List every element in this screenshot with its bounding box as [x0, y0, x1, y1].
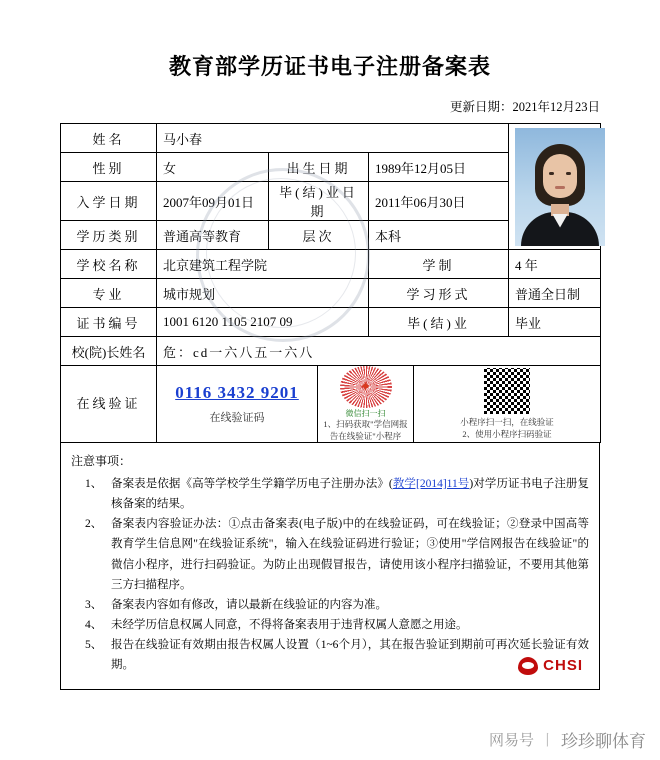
note-text-part: 备案表是依据 — [111, 478, 181, 490]
note-item-2 — [85, 514, 589, 595]
verification-cell — [157, 366, 601, 443]
note-text: 备案表内容验证办法：①点击备案表(电子版)中的在线验证码，可在线验证；②登录中国高等教育学生信息网"在线验证系统"，输入在线验证码进行验证；③使用"学信网报告在线验证"的微信小程序，进行扫码验证。为防止出现假冒报告，请使用该小程序扫描验证，不要用其他第三方扫描程序。 — [111, 518, 589, 591]
verification-code-link[interactable]: 0116 3432 9201 — [175, 383, 299, 402]
page-title: 教育部学历证书电子注册备案表 — [168, 54, 491, 79]
footer-watermark — [489, 727, 646, 752]
verification-code-block — [157, 366, 318, 442]
note-item-5 — [85, 635, 589, 675]
update-date-line — [0, 97, 660, 115]
table-row — [61, 124, 601, 153]
note-text: 报告在线验证有效期由报告权属人设置（1~6个月），其在报告验证到期前可再次延长验证有效期。 — [111, 639, 589, 672]
study-form-label: 学习形式 — [369, 279, 509, 308]
school-value: 北京建筑工程学院 — [157, 250, 369, 279]
note-link[interactable]: 教学[2014]11号 — [392, 478, 470, 490]
avatar — [515, 128, 605, 246]
table-row — [61, 279, 601, 308]
school-label: 学校名称 — [61, 250, 157, 279]
system-value: 4 年 — [509, 250, 601, 279]
note-item-4 — [85, 615, 589, 635]
cert-no-value: 1001 6120 1105 2107 09 — [157, 308, 369, 337]
note-index: 2、 — [85, 518, 103, 531]
verification-code-caption: 在线验证码 — [209, 412, 265, 424]
enroll-label: 入学日期 — [61, 182, 157, 221]
note-text-part: )对学历证书电子注册复核备案的结果。 — [111, 478, 590, 511]
level-value: 本科 — [369, 221, 509, 250]
wechat-qr-icon[interactable]: ✦ — [340, 366, 392, 408]
name-label: 姓名 — [61, 124, 157, 153]
enroll-value: 2007年09月01日 — [157, 182, 269, 221]
note-index: 4、 — [85, 618, 103, 631]
note-item-3 — [85, 595, 589, 615]
watermark-prefix: 网易号 — [488, 733, 534, 749]
update-date-value: 2021年12月23日 — [512, 100, 600, 114]
level-label: 层次 — [269, 221, 369, 250]
gender-value: 女 — [157, 153, 269, 182]
table-row — [61, 250, 601, 279]
miniprogram-note-title: 小程序扫一扫，在线验证 — [460, 417, 554, 428]
info-table-wrapper — [60, 123, 600, 690]
wechat-note: 1、扫码获取"学信网报告在线验证"小程序 — [323, 419, 408, 441]
qr-code-icon[interactable] — [484, 368, 530, 414]
note-item-1 — [85, 474, 589, 514]
wechat-qr-block[interactable] — [318, 366, 414, 442]
table-row-principal — [61, 337, 601, 366]
document-page — [0, 50, 660, 760]
note-text — [111, 474, 589, 514]
info-table — [60, 123, 601, 443]
status-label: 毕(结)业 — [369, 308, 509, 337]
wechat-caption: 微信扫一扫 — [345, 409, 386, 419]
note-index: 5、 — [85, 639, 103, 651]
table-row — [61, 308, 601, 337]
major-value: 城市规划 — [157, 279, 369, 308]
principal-value: 危：cd一六八五一六八 — [157, 337, 601, 366]
edu-type-value: 普通高等教育 — [157, 221, 269, 250]
birth-value: 1989年12月05日 — [369, 153, 509, 182]
status-value: 毕业 — [509, 308, 601, 337]
photo-cell — [509, 124, 601, 250]
miniprogram-note: 2、使用小程序扫码验证 — [462, 428, 552, 439]
edu-type-label: 学历类别 — [61, 221, 157, 250]
miniprogram-qr-block[interactable] — [414, 366, 600, 442]
note-text: 未经学历信息权属人同意，不得将备案表用于违背权属人意愿之用途。 — [111, 618, 468, 631]
table-row-verification — [61, 366, 601, 443]
note-text: 备案表内容如有修改，请以最新在线验证的内容为准。 — [111, 598, 387, 611]
note-index: 3、 — [85, 598, 103, 611]
chsi-bird-icon — [518, 657, 538, 675]
principal-label: 校(院)长姓名 — [61, 337, 157, 366]
gender-label: 性别 — [61, 153, 157, 182]
chsi-label: CHSI — [543, 657, 583, 674]
graduate-value: 2011年06月30日 — [369, 182, 509, 221]
system-label: 学制 — [369, 250, 509, 279]
watermark-account-name: 珍珍聊体育 — [561, 732, 646, 751]
graduate-label: 毕(结)业日期 — [269, 182, 369, 221]
name-value: 马小春 — [157, 124, 509, 153]
major-label: 专业 — [61, 279, 157, 308]
birth-label: 出生日期 — [269, 153, 369, 182]
verification-label: 在线验证 — [61, 366, 157, 443]
update-date-label: 更新日期： — [449, 100, 513, 114]
note-index: 1、 — [85, 478, 103, 490]
study-form-value: 普通全日制 — [509, 279, 601, 308]
watermark-separator: 丨 — [539, 733, 555, 749]
notes-title: 注意事项： — [71, 454, 132, 468]
note-text-part: 《高等学校学生学籍学历电子注册办法》( — [180, 478, 393, 490]
notes-section — [60, 443, 600, 690]
chsi-logo — [518, 653, 583, 679]
cert-no-label: 证书编号 — [61, 308, 157, 337]
